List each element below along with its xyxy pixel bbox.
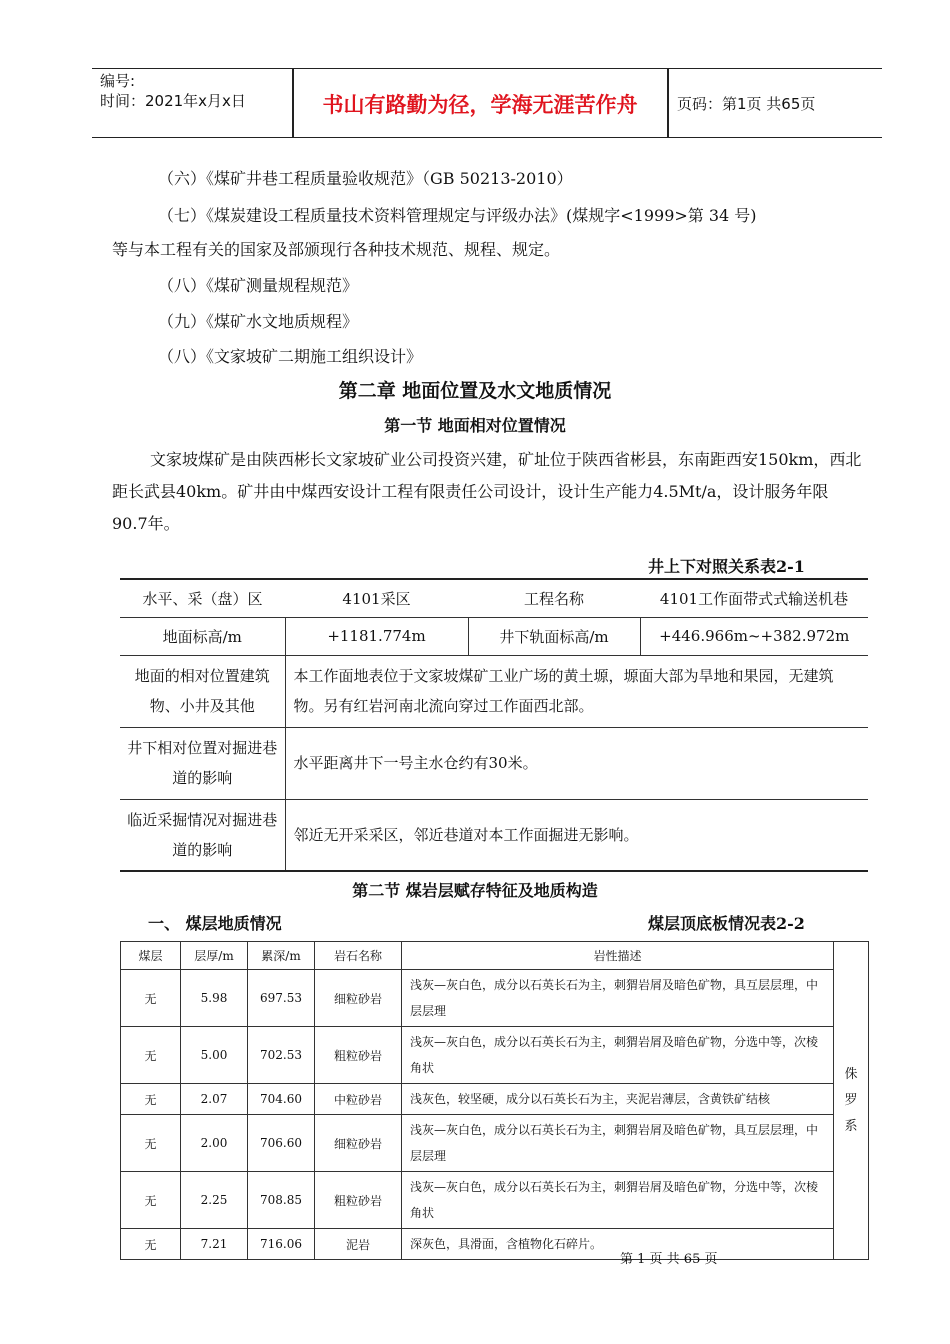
table-cell: 粗粒砂岩: [315, 1172, 402, 1229]
ref-item: （九）《煤矿水文地质规程》: [158, 312, 359, 331]
table-row: [121, 1229, 869, 1260]
ref-item: （八）《文家坡矿二期施工组织设计》: [158, 347, 423, 366]
table-row: [121, 1084, 869, 1115]
table-cell: 中粒砂岩: [315, 1084, 402, 1115]
table-row: [120, 617, 868, 655]
table-cell: 浅灰—灰白色，成分以石英长石为主，刺猬岩屑及暗色矿物，分选中等，次棱角状: [402, 1172, 834, 1229]
table-cell: 本工作面地表位于文家坡煤矿工业广场的黄土塬，塬面大部为旱地和果园，无建筑物。另有红岩河南北流向穿过工作面西北部。: [285, 655, 868, 727]
table-cell: 粗粒砂岩: [315, 1027, 402, 1084]
table-cell: 临近采掘情况对掘进巷道的影响: [120, 799, 285, 871]
section-title: 第二节 煤岩层赋存特征及地质构造: [352, 881, 598, 900]
table-cell: 水平距离井下一号主水仓约有30米。: [285, 727, 868, 799]
table-cell: 2.25: [181, 1172, 248, 1229]
table-cell: 地面标高/m: [120, 617, 285, 655]
table-cell: 浅灰—灰白色，成分以石英长石为主，刺猬岩屑及暗色矿物，分选中等，次棱角状: [402, 1027, 834, 1084]
number-label: 编号:: [100, 72, 136, 90]
ref-item: （八）《煤矿测量规程规范》: [158, 276, 359, 295]
table-row: [121, 1115, 869, 1172]
table-cell: 5.00: [181, 1027, 248, 1084]
table-row: [120, 579, 868, 617]
section-title: 第一节 地面相对位置情况: [384, 416, 566, 435]
table1-caption: 井上下对照关系表2-1: [648, 557, 805, 576]
table-cell: 邻近无开采采区，邻近巷道对本工作面掘进无影响。: [285, 799, 868, 871]
subsection-title: 一、 煤层地质情况: [148, 914, 282, 933]
table-cell: 7.21: [181, 1229, 248, 1260]
table-cell: 深灰色，具滑面，含植物化石碎片。: [402, 1229, 834, 1260]
ref-item: 等与本工程有关的国家及部颁现行各种技术规范、规程、规定。: [112, 240, 561, 259]
table-cell: 泥岩: [315, 1229, 402, 1260]
header-divider: [667, 69, 669, 137]
table-cell: 水平、采（盘）区: [120, 579, 285, 617]
header-left: [100, 71, 246, 111]
table-cell: 浅灰—灰白色，成分以石英长石为主，刺猬岩屑及暗色矿物，具互层层理，中层层理: [402, 1115, 834, 1172]
page-footer: 第 1 页 共 65 页: [620, 1252, 718, 1267]
header-motto: 书山有路勤为径，学海无涯苦作舟: [322, 93, 638, 117]
table-cell: 702.53: [248, 1027, 315, 1084]
table-cell: 浅灰色，较坚硬，成分以石英长石为主，夹泥岩薄层，含黄铁矿结核: [402, 1084, 834, 1115]
table-cell: 工程名称: [468, 579, 640, 617]
ref-item: （七）《煤炭建设工程质量技术资料管理规定与评级办法》(煤规字<1999>第 34 号): [158, 206, 757, 225]
intro-paragraph: 文家坡煤矿是由陕西彬长文家坡矿业公司投资兴建，矿址位于陕西省彬县，东南距西安150km，西北距长武县40km。矿井由中煤西安设计工程有限责任公司设计，设计生产能力4.5Mt/a，设计服务年限90.7年。: [112, 450, 862, 533]
strata-label: 侏罗系: [834, 942, 869, 1260]
table-header: 岩性描述: [402, 942, 834, 970]
table-cell: 井下轨面标高/m: [468, 617, 640, 655]
table-cell: 4101工作面带式式输送机巷: [640, 579, 868, 617]
table-cell: 708.85: [248, 1172, 315, 1229]
table-cell: 无: [121, 1229, 181, 1260]
table-cell: 2.07: [181, 1084, 248, 1115]
table-cell: 704.60: [248, 1084, 315, 1115]
table-cell: 706.60: [248, 1115, 315, 1172]
header-page: 页码：第1页 共65页: [677, 95, 816, 113]
table-cell: +1181.774m: [285, 617, 468, 655]
table-row: [121, 1027, 869, 1084]
table-cell: 716.06: [248, 1229, 315, 1260]
table-cell: 4101采区: [285, 579, 468, 617]
table-well-relation: [120, 578, 868, 872]
table-row: [121, 1172, 869, 1229]
table-cell: 井下相对位置对掘进巷道的影响: [120, 727, 285, 799]
table-row: [121, 970, 869, 1027]
table-cell: 浅灰—灰白色，成分以石英长石为主，刺猬岩屑及暗色矿物，具互层层理，中层层理: [402, 970, 834, 1027]
time-label: 时间：2021年x月x日: [100, 92, 246, 110]
table-cell: 697.53: [248, 970, 315, 1027]
chapter-title: 第二章 地面位置及水文地质情况: [338, 380, 612, 402]
table-cell: 无: [121, 1115, 181, 1172]
table-cell: 无: [121, 970, 181, 1027]
table-row: [120, 799, 868, 871]
page-header: [92, 68, 882, 138]
table2-caption: 煤层顶底板情况表2-2: [648, 914, 805, 933]
table-cell: 无: [121, 1084, 181, 1115]
table-cell: 细粒砂岩: [315, 1115, 402, 1172]
table-header: 岩石名称: [315, 942, 402, 970]
table-cell: 无: [121, 1027, 181, 1084]
table-cell: 地面的相对位置建筑物、小井及其他: [120, 655, 285, 727]
table-cell: 5.98: [181, 970, 248, 1027]
table-header: 层厚/m: [181, 942, 248, 970]
table-cell: 细粒砂岩: [315, 970, 402, 1027]
table-row: [120, 655, 868, 727]
ref-item: （六）《煤矿井巷工程质量验收规范》（GB 50213-2010）: [158, 169, 573, 188]
table-row: [121, 942, 869, 970]
table-cell: 无: [121, 1172, 181, 1229]
table-cell: 2.00: [181, 1115, 248, 1172]
table-header: 煤层: [121, 942, 181, 970]
table-roof-floor: [120, 941, 869, 1260]
table-header: 累深/m: [248, 942, 315, 970]
table-cell: +446.966m~+382.972m: [640, 617, 868, 655]
table-row: [120, 727, 868, 799]
